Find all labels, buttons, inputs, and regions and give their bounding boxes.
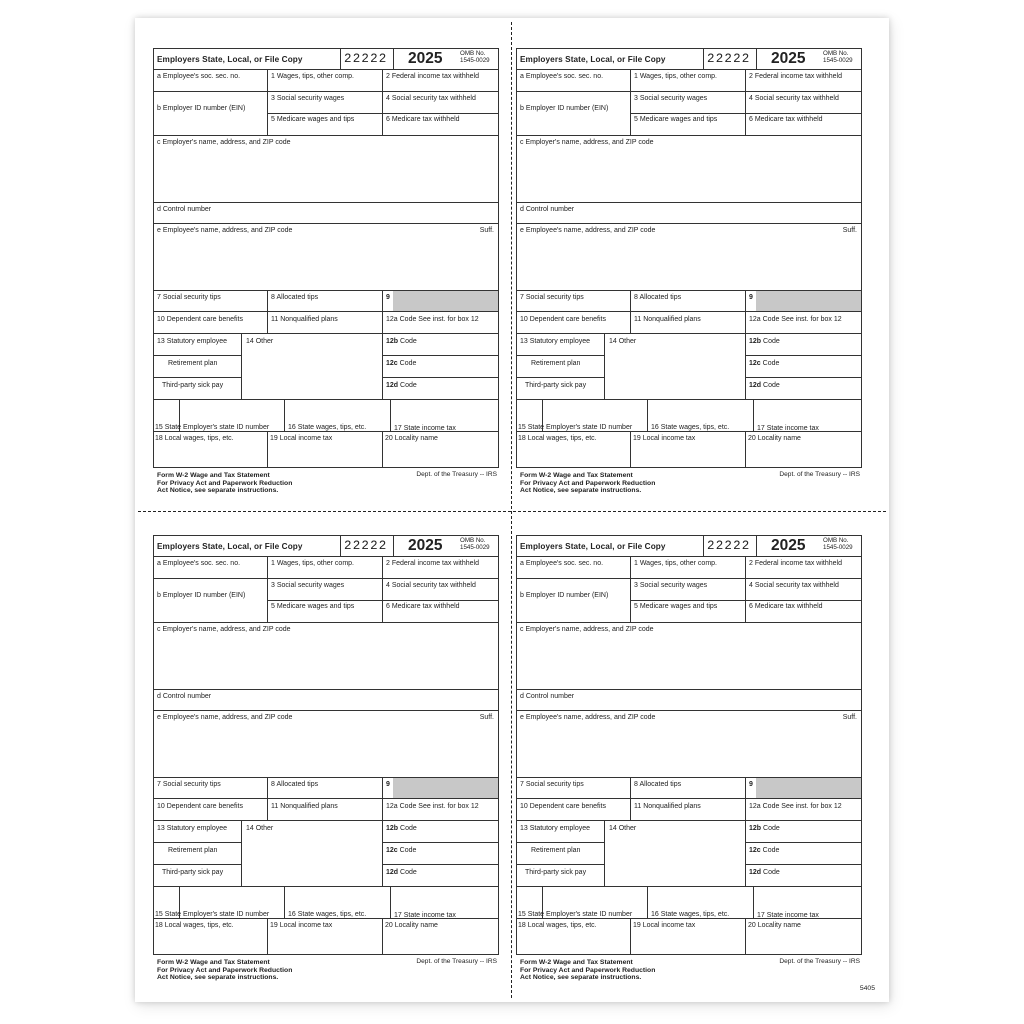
box-d-label: d Control number xyxy=(157,206,212,213)
box-15-label: 15 State Employer's state ID number xyxy=(518,424,633,431)
box-2-label: 2 Federal income tax withheld xyxy=(749,73,842,80)
suffix-label: Suff. xyxy=(842,714,857,721)
box-12d-label: 12d Code xyxy=(749,382,780,389)
box-5-label: 5 Medicare wages and tips xyxy=(271,116,355,123)
dept-treasury: Dept. of the Treasury -- IRS xyxy=(779,471,860,478)
box-12a-label: 12a Code See inst. for box 12 xyxy=(386,316,479,323)
box-12a-label: 12a Code See inst. for box 12 xyxy=(749,316,842,323)
box-3-label: 3 Social security wages xyxy=(634,582,708,589)
omb-number: OMB No. 1545-0029 xyxy=(823,50,853,64)
box-19-label: 19 Local income tax xyxy=(270,922,333,929)
box-4-label: 4 Social security tax withheld xyxy=(749,582,839,589)
box-12b-label: 12b Code xyxy=(749,825,780,832)
box-6-label: 6 Medicare tax withheld xyxy=(386,116,460,123)
box-16-label: 16 State wages, tips, etc. xyxy=(288,911,367,918)
box-11-label: 11 Nonqualified plans xyxy=(271,803,338,810)
box-12a-label: 12a Code See inst. for box 12 xyxy=(749,803,842,810)
box-8-label: 8 Allocated tips xyxy=(634,781,682,788)
box-18-label: 18 Local wages, tips, etc. xyxy=(155,922,234,929)
box-6-label: 6 Medicare tax withheld xyxy=(749,603,823,610)
box-2-label: 2 Federal income tax withheld xyxy=(386,560,479,567)
suffix-label: Suff. xyxy=(479,714,494,721)
dept-treasury: Dept. of the Treasury -- IRS xyxy=(779,958,860,965)
box-13-label: 13 Statutory employee xyxy=(157,825,228,832)
box-16-label: 16 State wages, tips, etc. xyxy=(288,424,367,431)
copy-title: Employers State, Local, or File Copy xyxy=(157,542,303,551)
box-c-label: c Employer's name, address, and ZIP code xyxy=(157,139,291,146)
dept-treasury: Dept. of the Treasury -- IRS xyxy=(416,471,497,478)
box-14-label: 14 Other xyxy=(609,825,637,832)
void-code: 22222 xyxy=(344,52,388,66)
box-5-label: 5 Medicare wages and tips xyxy=(271,603,355,610)
third-party-sick-pay-label: Third-party sick pay xyxy=(162,382,224,389)
box-9-label: 9 xyxy=(749,294,753,301)
box-20-label: 20 Locality name xyxy=(748,435,801,442)
box-9-label: 9 xyxy=(386,294,390,301)
box-12d-label: 12d Code xyxy=(386,869,417,876)
form-footer: Form W-2 Wage and Tax Statement For Privacy Act and Paperwork Reduction Act Notice, see separate instructions. xyxy=(520,472,656,495)
box-10-label: 10 Dependent care benefits xyxy=(157,316,244,323)
dept-treasury: Dept. of the Treasury -- IRS xyxy=(416,958,497,965)
box-11-label: 11 Nonqualified plans xyxy=(271,316,338,323)
copy-title: Employers State, Local, or File Copy xyxy=(520,55,666,64)
box-5-label: 5 Medicare wages and tips xyxy=(634,116,718,123)
box-14-label: 14 Other xyxy=(609,338,637,345)
box-17-label: 17 State income tax xyxy=(394,912,456,919)
box-1-label: 1 Wages, tips, other comp. xyxy=(271,73,354,80)
box-c-label: c Employer's name, address, and ZIP code xyxy=(520,626,654,633)
box-7-label: 7 Social security tips xyxy=(157,294,221,301)
box-7-label: 7 Social security tips xyxy=(520,781,584,788)
box-18-label: 18 Local wages, tips, etc. xyxy=(518,922,597,929)
form-footer: Form W-2 Wage and Tax Statement For Privacy Act and Paperwork Reduction Act Notice, see separate instructions. xyxy=(157,472,293,495)
omb-number: OMB No. 1545-0029 xyxy=(823,537,853,551)
box-6-label: 6 Medicare tax withheld xyxy=(749,116,823,123)
box-11-label: 11 Nonqualified plans xyxy=(634,803,701,810)
box-17-label: 17 State income tax xyxy=(394,425,456,432)
box-a-label: a Employee's soc. sec. no. xyxy=(520,560,604,567)
box-1-label: 1 Wages, tips, other comp. xyxy=(271,560,354,567)
box-e-label: e Employee's name, address, and ZIP code xyxy=(520,227,656,234)
box-20-label: 20 Locality name xyxy=(748,922,801,929)
box-a-label: a Employee's soc. sec. no. xyxy=(157,560,241,567)
box-19-label: 19 Local income tax xyxy=(633,922,696,929)
w2-form-copy-1 xyxy=(153,48,499,495)
box-7-label: 7 Social security tips xyxy=(520,294,584,301)
box-7-label: 7 Social security tips xyxy=(157,781,221,788)
box-4-label: 4 Social security tax withheld xyxy=(386,95,476,102)
void-code: 22222 xyxy=(707,52,751,66)
box-12c-label: 12c Code xyxy=(749,360,780,367)
box-12a-label: 12a Code See inst. for box 12 xyxy=(386,803,479,810)
box-e-label: e Employee's name, address, and ZIP code xyxy=(157,714,293,721)
void-code: 22222 xyxy=(707,539,751,553)
box-12d-label: 12d Code xyxy=(749,869,780,876)
suffix-label: Suff. xyxy=(479,227,494,234)
box-b-label: b Employer ID number (EIN) xyxy=(520,105,609,112)
box-10-label: 10 Dependent care benefits xyxy=(520,803,607,810)
suffix-label: Suff. xyxy=(842,227,857,234)
tax-year: 2025 xyxy=(771,537,806,554)
box-20-label: 20 Locality name xyxy=(385,922,438,929)
form-footer: Form W-2 Wage and Tax Statement For Privacy Act and Paperwork Reduction Act Notice, see separate instructions. xyxy=(520,959,656,982)
w2-form-copy-3 xyxy=(153,535,499,982)
box-18-label: 18 Local wages, tips, etc. xyxy=(155,435,234,442)
box-b-label: b Employer ID number (EIN) xyxy=(157,105,246,112)
omb-number: OMB No. 1545-0029 xyxy=(460,537,490,551)
box-15-label: 15 State Employer's state ID number xyxy=(518,911,633,918)
box-12c-label: 12c Code xyxy=(386,360,417,367)
box-8-label: 8 Allocated tips xyxy=(634,294,682,301)
box-6-label: 6 Medicare tax withheld xyxy=(386,603,460,610)
box-12c-label: 12c Code xyxy=(386,847,417,854)
box-4-label: 4 Social security tax withheld xyxy=(749,95,839,102)
box-c-label: c Employer's name, address, and ZIP code xyxy=(520,139,654,146)
box-4-label: 4 Social security tax withheld xyxy=(386,582,476,589)
box-10-label: 10 Dependent care benefits xyxy=(157,803,244,810)
form-footer: Form W-2 Wage and Tax Statement For Privacy Act and Paperwork Reduction Act Notice, see separate instructions. xyxy=(157,959,293,982)
box-5-label: 5 Medicare wages and tips xyxy=(634,603,718,610)
box-b-label: b Employer ID number (EIN) xyxy=(520,592,609,599)
box-19-label: 19 Local income tax xyxy=(270,435,333,442)
w2-form-copy-4 xyxy=(516,535,862,982)
box-2-label: 2 Federal income tax withheld xyxy=(749,560,842,567)
box-d-label: d Control number xyxy=(157,693,212,700)
box-15-label: 15 State Employer's state ID number xyxy=(155,424,270,431)
box-3-label: 3 Social security wages xyxy=(271,582,345,589)
box-12b-label: 12b Code xyxy=(386,825,417,832)
box-a-label: a Employee's soc. sec. no. xyxy=(157,73,241,80)
tax-year: 2025 xyxy=(771,50,806,67)
box-1-label: 1 Wages, tips, other comp. xyxy=(634,560,717,567)
retirement-plan-label: Retirement plan xyxy=(168,360,218,367)
box-20-label: 20 Locality name xyxy=(385,435,438,442)
third-party-sick-pay-label: Third-party sick pay xyxy=(525,869,587,876)
box-17-label: 17 State income tax xyxy=(757,425,819,432)
box-12c-label: 12c Code xyxy=(749,847,780,854)
box-a-label: a Employee's soc. sec. no. xyxy=(520,73,604,80)
box-15-label: 15 State Employer's state ID number xyxy=(155,911,270,918)
box-9-label: 9 xyxy=(749,781,753,788)
box-11-label: 11 Nonqualified plans xyxy=(634,316,701,323)
box-14-label: 14 Other xyxy=(246,338,274,345)
copy-title: Employers State, Local, or File Copy xyxy=(157,55,303,64)
third-party-sick-pay-label: Third-party sick pay xyxy=(525,382,587,389)
box-19-label: 19 Local income tax xyxy=(633,435,696,442)
box-8-label: 8 Allocated tips xyxy=(271,294,319,301)
box-16-label: 16 State wages, tips, etc. xyxy=(651,911,730,918)
box-13-label: 13 Statutory employee xyxy=(520,338,591,345)
box-18-label: 18 Local wages, tips, etc. xyxy=(518,435,597,442)
w2-form-copy-2 xyxy=(516,48,862,495)
tax-year: 2025 xyxy=(408,537,443,554)
box-8-label: 8 Allocated tips xyxy=(271,781,319,788)
copy-title: Employers State, Local, or File Copy xyxy=(520,542,666,551)
box-12b-label: 12b Code xyxy=(749,338,780,345)
third-party-sick-pay-label: Third-party sick pay xyxy=(162,869,224,876)
box-e-label: e Employee's name, address, and ZIP code xyxy=(157,227,293,234)
box-b-label: b Employer ID number (EIN) xyxy=(157,592,246,599)
box-13-label: 13 Statutory employee xyxy=(157,338,228,345)
horizontal-perforation xyxy=(138,511,886,512)
box-2-label: 2 Federal income tax withheld xyxy=(386,73,479,80)
box-d-label: d Control number xyxy=(520,693,575,700)
box-9-label: 9 xyxy=(386,781,390,788)
box-3-label: 3 Social security wages xyxy=(271,95,345,102)
box-13-label: 13 Statutory employee xyxy=(520,825,591,832)
box-d-label: d Control number xyxy=(520,206,575,213)
void-code: 22222 xyxy=(344,539,388,553)
retirement-plan-label: Retirement plan xyxy=(168,847,218,854)
tax-year: 2025 xyxy=(408,50,443,67)
box-12b-label: 12b Code xyxy=(386,338,417,345)
box-16-label: 16 State wages, tips, etc. xyxy=(651,424,730,431)
box-17-label: 17 State income tax xyxy=(757,912,819,919)
retirement-plan-label: Retirement plan xyxy=(531,360,581,367)
box-c-label: c Employer's name, address, and ZIP code xyxy=(157,626,291,633)
omb-number: OMB No. 1545-0029 xyxy=(460,50,490,64)
box-1-label: 1 Wages, tips, other comp. xyxy=(634,73,717,80)
vertical-perforation xyxy=(511,22,512,998)
box-14-label: 14 Other xyxy=(246,825,274,832)
retirement-plan-label: Retirement plan xyxy=(531,847,581,854)
box-e-label: e Employee's name, address, and ZIP code xyxy=(520,714,656,721)
box-12d-label: 12d Code xyxy=(386,382,417,389)
box-3-label: 3 Social security wages xyxy=(634,95,708,102)
page-code: 5405 xyxy=(859,985,875,992)
box-10-label: 10 Dependent care benefits xyxy=(520,316,607,323)
